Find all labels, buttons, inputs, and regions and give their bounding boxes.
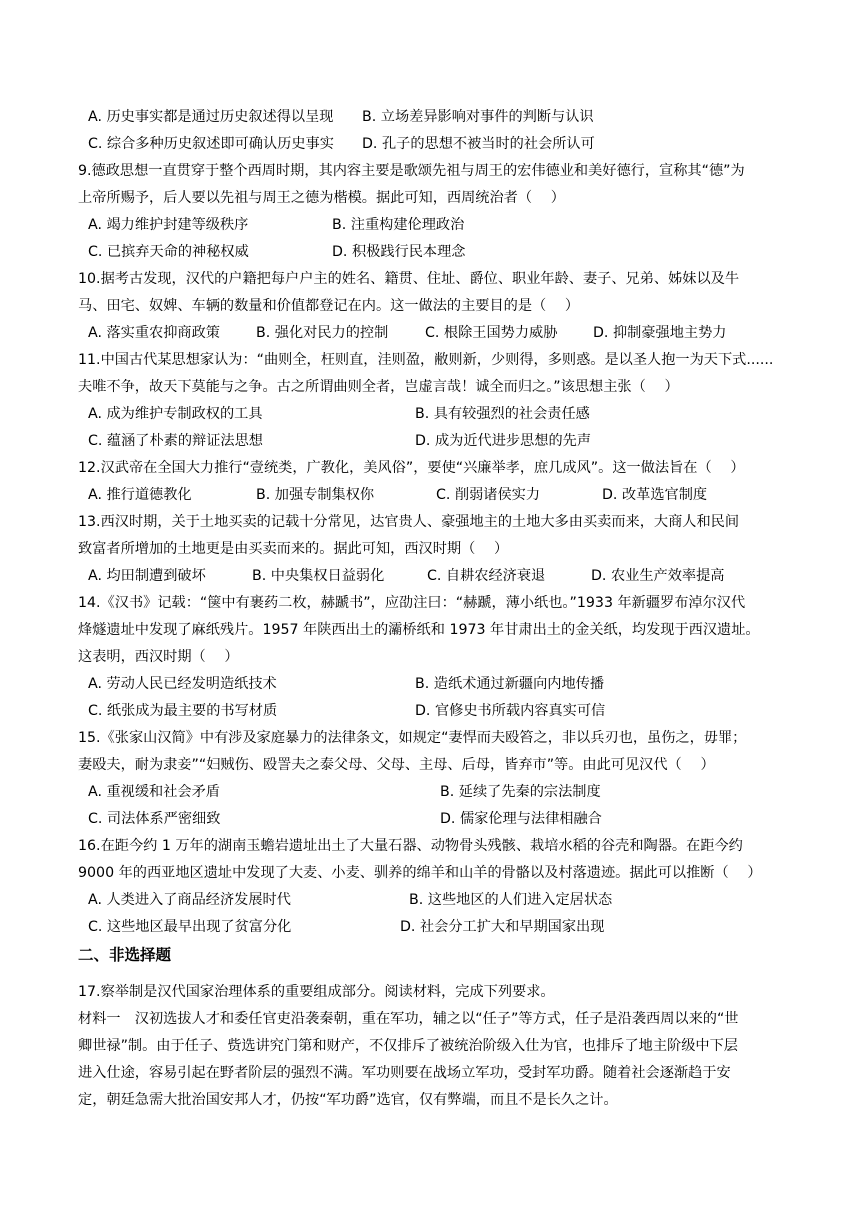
q12-option-c: C. 削弱诸侯实力	[436, 487, 541, 503]
q13-stem-line: 致富者所增加的土地更是由买卖而来的。据此可知，西汉时期（ ）	[78, 541, 509, 557]
q10-option-d: D. 抑制豪强地主势力	[593, 325, 727, 341]
q13-option-d: D. 农业生产效率提高	[591, 568, 725, 584]
q14-stem-line: 这表明，西汉时期（ ）	[78, 649, 239, 665]
q14-option-a: A. 劳动人民已经发明造纸技术	[88, 676, 277, 692]
q16-stem-line: 9000 年的西亚地区遗址中发现了大麦、小麦、驯养的绵羊和山羊的骨骼以及村落遗迹。据此可以推断（ ）	[78, 865, 762, 881]
q11-stem-line: 夫唯不争，故天下莫能与之争。古之所谓曲则全者，岂虚言哉！诚全而归之。”该思想主张（ ）	[78, 379, 679, 395]
q16-option-b: B. 这些地区的人们进入定居状态	[409, 892, 613, 908]
q13-option-b: B. 中央集权日益弱化	[252, 568, 385, 584]
q9-option-b: B. 注重构建伦理政治	[332, 217, 465, 233]
q15-stem-line: 妻殴夫，耐为隶妾”“妇贼伤、殴詈夫之泰父母、父母、主母、后母，皆弃市”等。由此可见汉代（ ）	[78, 757, 715, 773]
q8-option-c: C. 综合多种历史叙述即可确认历史事实	[88, 136, 334, 152]
q15-option-a: A. 重视缓和社会矛盾	[88, 784, 220, 800]
q15-option-d: D. 儒家伦理与法律相融合	[440, 811, 602, 827]
q17-material-line: 进入仕途，容易引起在野者阶层的强烈不满。军功则要在战场立军功，受封军功爵。随着社会逐渐趋于安	[78, 1065, 731, 1081]
q11-option-c: C. 蕴涵了朴素的辩证法思想	[88, 433, 263, 449]
q16-option-a: A. 人类进入了商品经济发展时代	[88, 892, 291, 908]
q17-material-line: 定，朝廷急需大批治国安邦人才，仍按“军功爵”选官，仅有弊端，而且不是长久之计。	[78, 1092, 618, 1108]
q12-option-a: A. 推行道德教化	[88, 487, 192, 503]
q9-option-d: D. 积极践行民本理念	[332, 244, 466, 260]
q14-option-b: B. 造纸术通过新疆向内地传播	[415, 676, 605, 692]
q10-stem-line: 马、田宅、奴婢、车辆的数量和价值都登记在内。这一做法的主要目的是（ ）	[78, 298, 580, 314]
q9-option-c: C. 已摈弃天命的神秘权威	[88, 244, 249, 260]
q9-option-a: A. 竭力维护封建等级秩序	[88, 217, 249, 233]
q8-option-b: B. 立场差异影响对事件的判断与认识	[362, 109, 594, 125]
q9-stem-line: 上帝所赐予，后人要以先祖与周王之德为楷模。据此可知，西周统治者（ ）	[78, 190, 565, 206]
q11-option-d: D. 成为近代进步思想的先声	[415, 433, 592, 449]
q17-material-line: 卿世禄”制。由于任子、赀选讲究门第和财产，不仅排斥了被统治阶级入仕为官，也排斥了地主阶级中下层	[78, 1038, 738, 1054]
q9-stem-line: 9.德政思想一直贯穿于整个西周时期，其内容主要是歌颂先祖与周王的宏伟德业和美好德行，宣称其“德”为	[78, 163, 745, 179]
q13-option-c: C. 自耕农经济衰退	[427, 568, 546, 584]
q17-stem-line: 17.察举制是汉代国家治理体系的重要组成部分。阅读材料，完成下列要求。	[78, 984, 555, 1000]
q13-stem-line: 13.西汉时期，关于土地买卖的记载十分常见，达官贵人、豪强地主的土地大多由买卖而来，大商人和民间	[78, 514, 740, 530]
q14-stem-line: 14.《汉书》记载：“箧中有裹药二枚，赫蹏书”，应劭注曰：“赫蹏，薄小纸也。”1933 年新疆罗布淖尔汉代	[78, 595, 746, 611]
q8-option-d: D. 孔子的思想不被当时的社会所认可	[362, 136, 595, 152]
q15-stem-line: 15.《张家山汉简》中有涉及家庭暴力的法律条文，如规定“妻悍而夫殴笞之，非以兵刃也，虽伤之，毋罪；	[78, 730, 747, 746]
q11-option-b: B. 具有较强烈的社会责任感	[415, 406, 590, 422]
q13-option-a: A. 均田制遭到破坏	[88, 568, 206, 584]
q12-option-d: D. 改革选官制度	[602, 487, 708, 503]
q10-option-b: B. 强化对民力的控制	[256, 325, 389, 341]
q11-option-a: A. 成为维护专制政权的工具	[88, 406, 263, 422]
q10-option-c: C. 根除王国势力威胁	[425, 325, 558, 341]
q14-option-c: C. 纸张成为最主要的书写材质	[88, 703, 278, 719]
q10-stem-line: 10.据考古发现，汉代的户籍把每户户主的姓名、籍贯、住址、爵位、职业年龄、妻子、兄弟、姊妹以及牛	[78, 271, 740, 287]
q11-stem-line: 11.中国古代某思想家认为：“曲则全，枉则直，洼则盈，敝则新，少则得，多则惑。是以圣人抱一为天下式......	[78, 352, 774, 368]
q16-option-d: D. 社会分工扩大和早期国家出现	[400, 919, 605, 935]
q14-stem-line: 烽燧遗址中发现了麻纸残片。1957 年陕西出土的灞桥纸和 1973 年甘肃出土的金关纸，均发现于西汉遗址。	[78, 622, 760, 638]
q16-option-c: C. 这些地区最早出现了贫富分化	[88, 919, 292, 935]
section-heading: 二、非选择题	[78, 946, 172, 964]
q15-option-b: B. 延续了先秦的宗法制度	[440, 784, 601, 800]
q10-option-a: A. 落实重农抑商政策	[88, 325, 220, 341]
q14-option-d: D. 官修史书所载内容真实可信	[415, 703, 606, 719]
q12-stem-line: 12.汉武帝在全国大力推行“壹统类，广教化，美风俗”，要使“兴廉举孝，庶几成风”。这一做法旨在（ ）	[78, 460, 745, 476]
q12-option-b: B. 加强专制集权你	[256, 487, 375, 503]
q15-option-c: C. 司法体系严密细致	[88, 811, 221, 827]
q8-option-a: A. 历史事实都是通过历史叙述得以呈现	[88, 109, 334, 125]
q16-stem-line: 16.在距今约 1 万年的湖南玉蟾岩遗址出土了大量石器、动物骨头残骸、栽培水稻的谷壳和陶器。在距今约	[78, 838, 743, 854]
q17-material-line: 材料一 汉初选拔人才和委任官吏沿袭秦朝，重在军功，辅之以“任子”等方式，任子是沿袭西周以来的“世	[78, 1011, 739, 1027]
